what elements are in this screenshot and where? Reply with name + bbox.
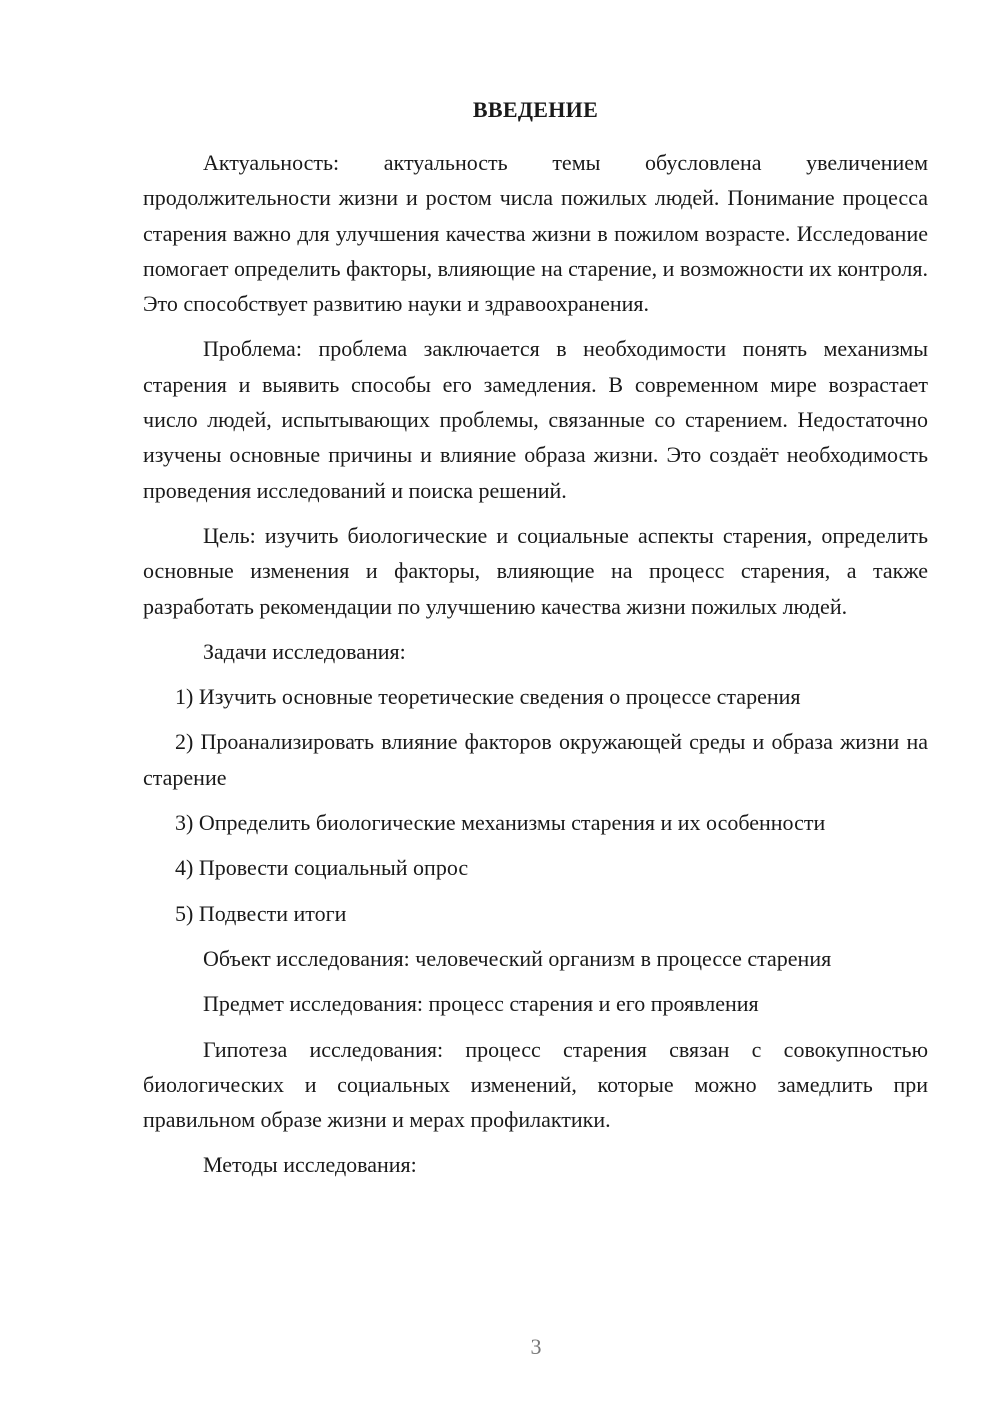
paragraph-subject: Предмет исследования: процесс старения и его проявления [203, 991, 759, 1017]
task-item: 1) Изучить основные теоретические сведения о процессе старения [175, 684, 801, 710]
task-item: 2) Проанализировать влияние факторов окружающей среды и образа жизни на старение [143, 729, 928, 790]
paragraph-object: Объект исследования: человеческий организм в процессе старения [203, 945, 832, 971]
document-page [143, 95, 928, 1183]
paragraph-hypothesis: Гипотеза исследования: процесс старения связан с совокупностью биологических и социальных изменений, которые можно замедлить при правильном образе жизни и мерах профилактики. [143, 1036, 928, 1133]
paragraph-relevance: Актуальность: актуальность темы обусловлена увеличением продолжительности жизни и ростом числа пожилых людей. Понимание процесса старения важно для улучшения качества жизни в пожилом возрасте. Исследование помогает определить факторы, влияющие на старение, и возможности их контроля. Это способствует развитию науки и здравоохранения. [143, 150, 928, 317]
page-number: 3 [530, 1334, 542, 1359]
task-item: 3) Определить биологические механизмы старения и их особенности [175, 810, 826, 836]
task-item: 5) Подвести итоги [175, 900, 347, 926]
section-title: ВВЕДЕНИЕ [472, 97, 599, 122]
paragraph-tasks-heading: Задачи исследования: [203, 638, 406, 664]
task-item: 4) Провести социальный опрос [175, 855, 469, 881]
paragraph-goal: Цель: изучить биологические и социальные аспекты старения, определить основные изменения и факторы, влияющие на процесс старения, а также разработать рекомендации по улучшению качества жизни пожилых людей. [143, 522, 928, 619]
paragraph-problem: Проблема: проблема заключается в необходимости понять механизмы старения и выявить способы его замедления. В современном мире возрастает число людей, испытывающих проблемы, связанные со старением. Недостаточно изучены основные причины и влияние образа жизни. Это создаёт необходимость проведения исследований и поиска решений. [143, 336, 928, 503]
paragraph-methods: Методы исследования: [203, 1152, 417, 1178]
